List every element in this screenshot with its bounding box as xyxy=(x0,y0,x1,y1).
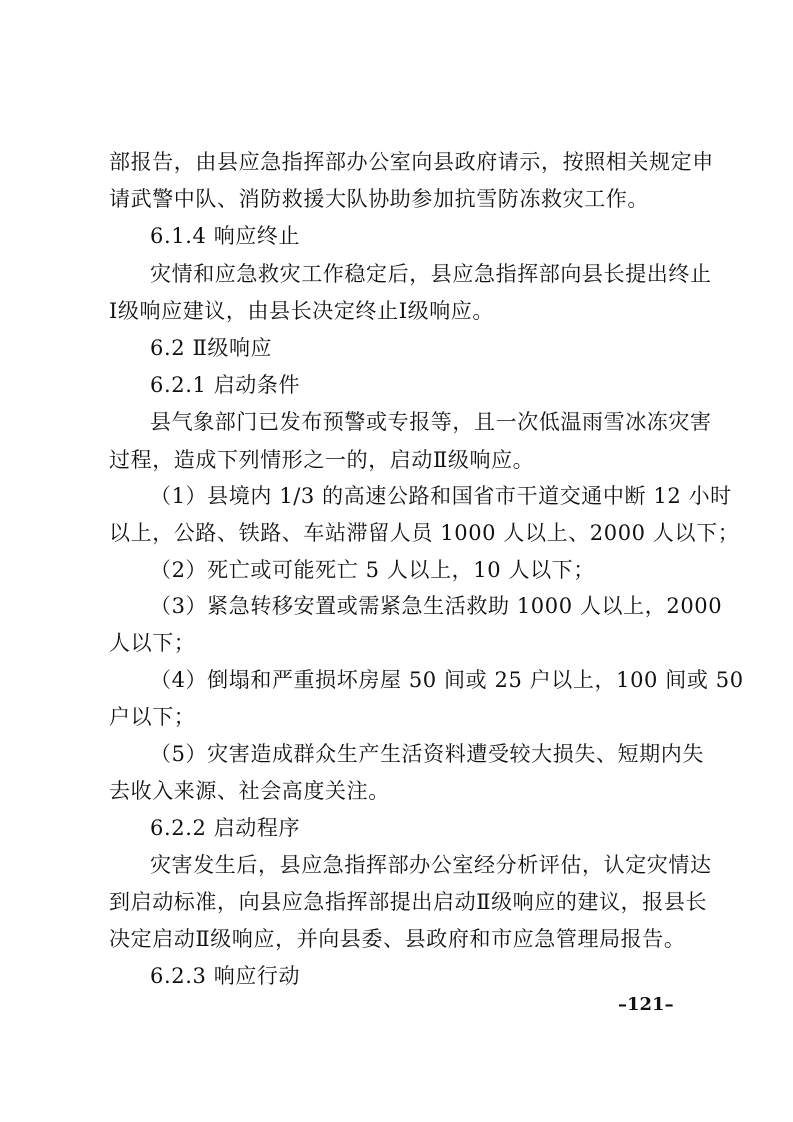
section-heading: 6.1.4 响应终止 xyxy=(150,224,301,248)
text-line: 请武警中队、消防救援大队协助参加抗雪防冻救灾工作。 xyxy=(109,187,649,211)
list-item: （4）倒塌和严重损坏房屋 50 间或 25 户以上，100 间或 50 xyxy=(150,668,744,692)
text-line: 人以下； xyxy=(109,631,196,655)
text-line: 以上，公路、铁路、车站滞留人员 1000 人以上、2000 人以下； xyxy=(109,521,740,545)
list-item: （1）县境内 1/3 的高速公路和国省市干道交通中断 12 小时 xyxy=(150,484,732,508)
text-line: 过程，造成下列情形之一的，启动Ⅱ级响应。 xyxy=(109,448,535,472)
section-heading: 6.2.2 启动程序 xyxy=(150,816,301,840)
page-number: –121– xyxy=(618,994,674,1015)
text-line: 户以下； xyxy=(109,705,196,729)
text-line: 去收入来源、社会高度关注。 xyxy=(109,779,390,803)
text-line: 县气象部门已发布预警或专报等，且一次低温雨雪冰冻灾害 xyxy=(150,410,712,434)
list-item: （2）死亡或可能死亡 5 人以上，10 人以下； xyxy=(150,558,595,582)
list-item: （5）灾害造成群众生产生活资料遭受较大损失、短期内失 xyxy=(150,742,704,766)
text-line: 灾害发生后，县应急指挥部办公室经分析评估，认定灾情达 xyxy=(150,853,712,877)
section-heading: 6.2.3 响应行动 xyxy=(150,964,301,988)
text-line: 部报告，由县应急指挥部办公室向县政府请示，按照相关规定申 xyxy=(109,150,714,174)
list-item: （3）紧急转移安置或需紧急生活救助 1000 人以上，2000 xyxy=(150,594,723,618)
text-line: 决定启动Ⅱ级响应，并向县委、县政府和市应急管理局报告。 xyxy=(109,927,686,951)
text-line: 灾情和应急救灾工作稳定后，县应急指挥部向县长提出终止 xyxy=(150,262,712,286)
text-line: Ⅰ级响应建议，由县长决定终止Ⅰ级响应。 xyxy=(109,299,494,323)
section-heading: 6.2 Ⅱ级响应 xyxy=(150,336,273,360)
text-line: 到启动标准，向县应急指挥部提出启动Ⅱ级响应的建议，报县长 xyxy=(109,890,708,914)
section-heading: 6.2.1 启动条件 xyxy=(150,373,301,397)
